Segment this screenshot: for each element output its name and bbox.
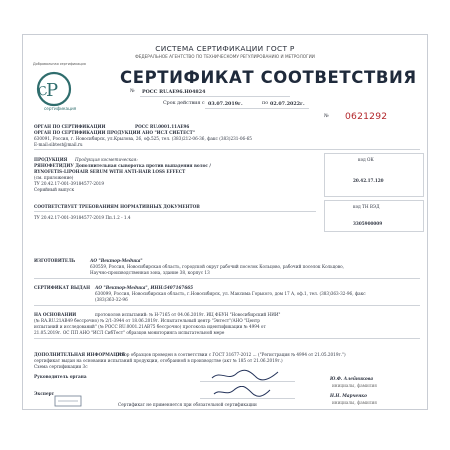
product-line-2: RYNOFETIS-LIPOHAIR SERUM WITH ANTI-HAIR LOSS EFFECT	[34, 169, 186, 174]
expert-caption: инициалы, фамилия	[332, 400, 377, 405]
additional-line-3: Схема сертификации 3с	[34, 364, 88, 369]
head-signature-label: Руководитель органа	[34, 374, 87, 379]
footer-note: Сертификат не применяется при обязательной сертификации	[118, 402, 257, 407]
svg-text:C: C	[36, 83, 49, 99]
org-label: ОРГАН ПО СЕРТИФИКАЦИИ	[34, 124, 106, 129]
issued-line-3: (383)363-32-96	[95, 297, 128, 302]
manufacturer-label: ИЗГОТОВИТЕЛЬ	[34, 258, 76, 263]
serial-number: 0621292	[345, 111, 388, 122]
validity-to: 02.07.2022г.	[270, 101, 305, 107]
validity-underline	[205, 108, 309, 109]
head-caption: инициалы, фамилия	[332, 383, 377, 388]
stamp-mark-icon	[54, 395, 82, 407]
additional-label: ДОПОЛНИТЕЛЬНАЯ ИНФОРМАЦИЯ	[34, 352, 125, 357]
expert-signature-line	[200, 398, 295, 399]
svg-text:сертификация: сертификация	[44, 106, 76, 111]
issued-line-1: АО "Вектор-Медика", ИНН:5407167665	[95, 285, 194, 290]
certificate-title: СЕРТИФИКАТ СООТВЕТСТВИЯ	[120, 68, 417, 87]
org-code: РОСС RU.0001.11AE96	[135, 124, 190, 129]
product-label: ПРОДУКЦИЯ	[34, 157, 68, 162]
basis-line-3: испытаний и исследований" (№ РОСС RU.0001.21AB75 бессрочно) протокола идентификации № 4994 от	[34, 324, 266, 329]
org-email: E-mail:sibtest@mail.ru	[34, 142, 83, 147]
org-underline	[34, 149, 420, 150]
requirements-label: СООТВЕТСТВУЕТ ТРЕБОВАНИЯМ НОРМАТИВНЫХ ДОКУМЕНТОВ	[34, 204, 200, 209]
org-address: 630091, Россия, г. Новосибирск, ул.Крылова, 26, оф.525, тел. (383)212-06-36, факс (383)231-06-65	[34, 136, 252, 141]
validity-label: Срок действия с	[163, 101, 205, 106]
product-lead: Продукция косметическая:	[75, 157, 138, 162]
head-signature-icon	[210, 369, 280, 381]
okp-box	[324, 153, 424, 197]
system-title: СИСТЕМА СЕРТИФИКАЦИИ ГОСТ Р	[155, 44, 295, 53]
serial-label: №	[324, 113, 329, 119]
product-line-3: (см. приложение)	[34, 175, 74, 180]
registration-underline	[140, 96, 290, 97]
registration-number-label: №	[130, 89, 135, 94]
basis-line-4: 21.05.2019г. ОС ПП АНО "ИСЛ СибТест" образцов мониторинга испытательной мере	[34, 330, 225, 335]
manufacturer-underline	[34, 278, 420, 279]
okp-value: 20.42.17.120	[353, 178, 384, 183]
requirements-text: ТУ 20.42.17-001-39184577-2019 Пп.1.2 - 1.4	[34, 215, 131, 220]
product-line-4: ТУ 20.42.17-001-39184577-2019	[34, 181, 105, 186]
registration-number: РОСС RU.AE96.H04824	[142, 89, 206, 95]
manufacturer-line-2: Научно-производственная зона, здание 38, корпус 13	[90, 270, 210, 275]
head-signature-line	[200, 381, 295, 382]
tnved-value: 3305900009	[353, 221, 383, 226]
validity-to-label: по	[262, 101, 269, 106]
expert-name: Н.Н. Марченко	[330, 393, 367, 398]
additional-line-1: Отбор образцов проведен в соответствии с ГОСТ 31677-2012 ... ("Регистрация № 4994 от 21.05.2019г.")	[116, 352, 346, 357]
logo-caption: Добровольная сертификация	[33, 62, 86, 66]
basis-line-1: протоколов испытаний: № H-7165 от 04.06.2019г. ИЦ ФБУН "Новосибирский НИИ"	[95, 312, 281, 317]
basis-underline	[34, 338, 420, 339]
manufacturer-name: АО "Вектор-Медика"	[90, 258, 143, 263]
tnved-label: код ТН ВЭД	[353, 204, 380, 209]
head-name: Ю.Ф. Алейникова	[330, 376, 374, 381]
basis-label: НА ОСНОВАНИИ	[34, 312, 77, 317]
basis-line-2: (№ RA.RU.21AB49 бессрочно) № 2/1-3944 от 18.06.2019г. Испытательный центр "Энтест"/АНО "Центр	[34, 318, 260, 323]
issued-underline	[34, 305, 420, 306]
product-line-1: РЯНОФЕТИДИУ Дополнительная сыворотка против выпадения волос /	[34, 163, 211, 168]
manufacturer-line-1: 630559, Россия, Новосибирская область, городской округ рабочий поселок Кольцово, рабочий поселок Кольцово,	[90, 264, 345, 269]
issued-label: СЕРТИФИКАТ ВЫДАН	[34, 285, 91, 290]
issued-line-2: 630099, Россия, Новосибирская область, г.Новосибирск, ул. Максима Горького, дом 17 А, оф.1, тел. (383)363-32-96, факс	[95, 291, 366, 296]
okp-label: код ОК	[358, 157, 374, 162]
agency-title: ФЕДЕРАЛЬНОЕ АГЕНТСТВО ПО ТЕХНИЧЕСКОМУ РЕГУЛИРОВАНИЮ И МЕТРОЛОГИИ	[135, 54, 315, 59]
org-name: ОРГАН ПО СЕРТИФИКАЦИИ ПРОДУКЦИИ АНО "ИСЛ СИБТЕСТ"	[34, 130, 195, 135]
validity-from: 03.07.2019г.	[208, 101, 243, 107]
additional-line-2: сертификат выдан на основании испытаний продукции, отобранной в производстве (акт № 185 от 21.06.2019г.)	[34, 358, 283, 363]
requirements-underline	[34, 211, 316, 212]
svg-text:P: P	[46, 80, 59, 101]
expert-signature-icon	[212, 386, 272, 398]
expert-label: Эксперт	[34, 391, 55, 396]
product-line-5: Серийный выпуск	[34, 187, 75, 192]
gost-r-logo-icon	[32, 66, 76, 112]
